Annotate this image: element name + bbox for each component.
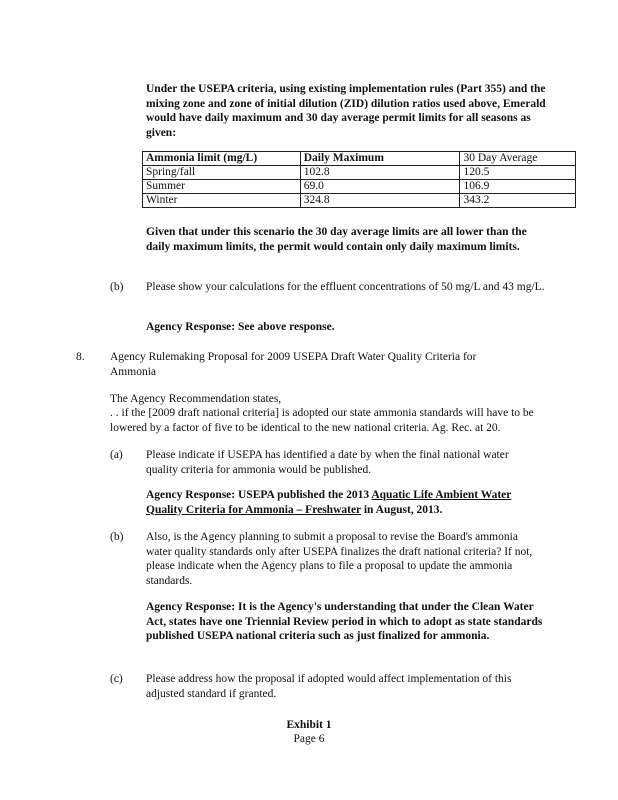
table-row [143, 166, 576, 180]
exhibit-label: Exhibit 1 [286, 719, 332, 731]
item-b2-text: Also, is the Agency planning to submit a proposal to revise the Board's ammonia water quality standards only after USEPA finalizes the draft national criteria? If not, please indicate when the Agency plans to file a proposal to update the ammonia standards. [146, 531, 533, 587]
table-cell: Winter [143, 194, 301, 208]
table-row [143, 180, 576, 194]
item-b2-response: Agency Response: It is the Agency's understanding that under the Clean Water Act, states have one Triennial Review period in which to adopt as state standards published USEPA national criteria such as just finalized for ammonia. [146, 601, 543, 642]
item-b1-label: (b) [110, 281, 124, 293]
section-8-number: 8. [76, 351, 85, 363]
table-header-cell: Daily Maximum [300, 152, 460, 166]
item-b1-response: Agency Response: See above response. [146, 321, 335, 333]
item-c-text: Please address how the proposal if adopted would affect implementation of this adjusted standard if granted. [146, 673, 512, 700]
table-cell: Spring/fall [143, 166, 301, 180]
table-cell: 343.2 [460, 194, 576, 208]
section-8-title: Agency Rulemaking Proposal for 2009 USEPA Draft Water Quality Criteria for Ammonia [110, 351, 477, 378]
intro-paragraph: Under the USEPA criteria, using existing implementation rules (Part 355) and the mixing zone and zone of initial dilution (ZID) dilution ratios used above, Emerald would have daily maximum and 30 day average permit limits for all seasons as given: [146, 83, 546, 139]
item-b2-label: (b) [110, 531, 124, 543]
table-cell: 120.5 [460, 166, 576, 180]
item-a-text: Please indicate if USEPA has identified a date by when the final national water quality criteria for ammonia would be published. [146, 449, 509, 476]
item-a-response-suffix: in August, 2013. [360, 503, 443, 516]
table-header-row [143, 152, 576, 166]
table-cell: Summer [143, 180, 301, 194]
table-header-cell: Ammonia limit (mg/L) [143, 152, 301, 166]
table-cell: 106.9 [460, 180, 576, 194]
table-row [143, 194, 576, 208]
table-cell: 69.0 [300, 180, 460, 194]
given-paragraph: Given that under this scenario the 30 day average limits are all lower than the daily maximum limits, the permit would contain only daily maximum limits. [146, 226, 527, 253]
table-header-cell: 30 Day Average [460, 152, 576, 166]
item-c-label: (c) [110, 673, 123, 685]
recommendation-quote: . . if the [2009 draft national criteria] is adopted our state ammonia standards will have to be lowered by a factor of five to be identical to the new national criteria. Ag. Rec. at 20. [110, 407, 534, 434]
item-a-response [146, 488, 548, 517]
page-number: Page 6 [293, 733, 325, 745]
criteria-document-link[interactable]: Aquatic Life Ambient Water Quality Criteria for Ammonia – Freshwater [146, 489, 512, 516]
table-cell: 324.8 [300, 194, 460, 208]
item-b1-text: Please show your calculations for the effluent concentrations of 50 mg/L and 43 mg/L. [146, 281, 545, 293]
item-a-label: (a) [110, 449, 123, 461]
item-a-response-prefix: Agency Response: USEPA published the 2013 [146, 489, 372, 501]
table-cell: 102.8 [300, 166, 460, 180]
ammonia-limits-table [142, 151, 576, 208]
recommendation-intro: The Agency Recommendation states, [110, 393, 282, 405]
